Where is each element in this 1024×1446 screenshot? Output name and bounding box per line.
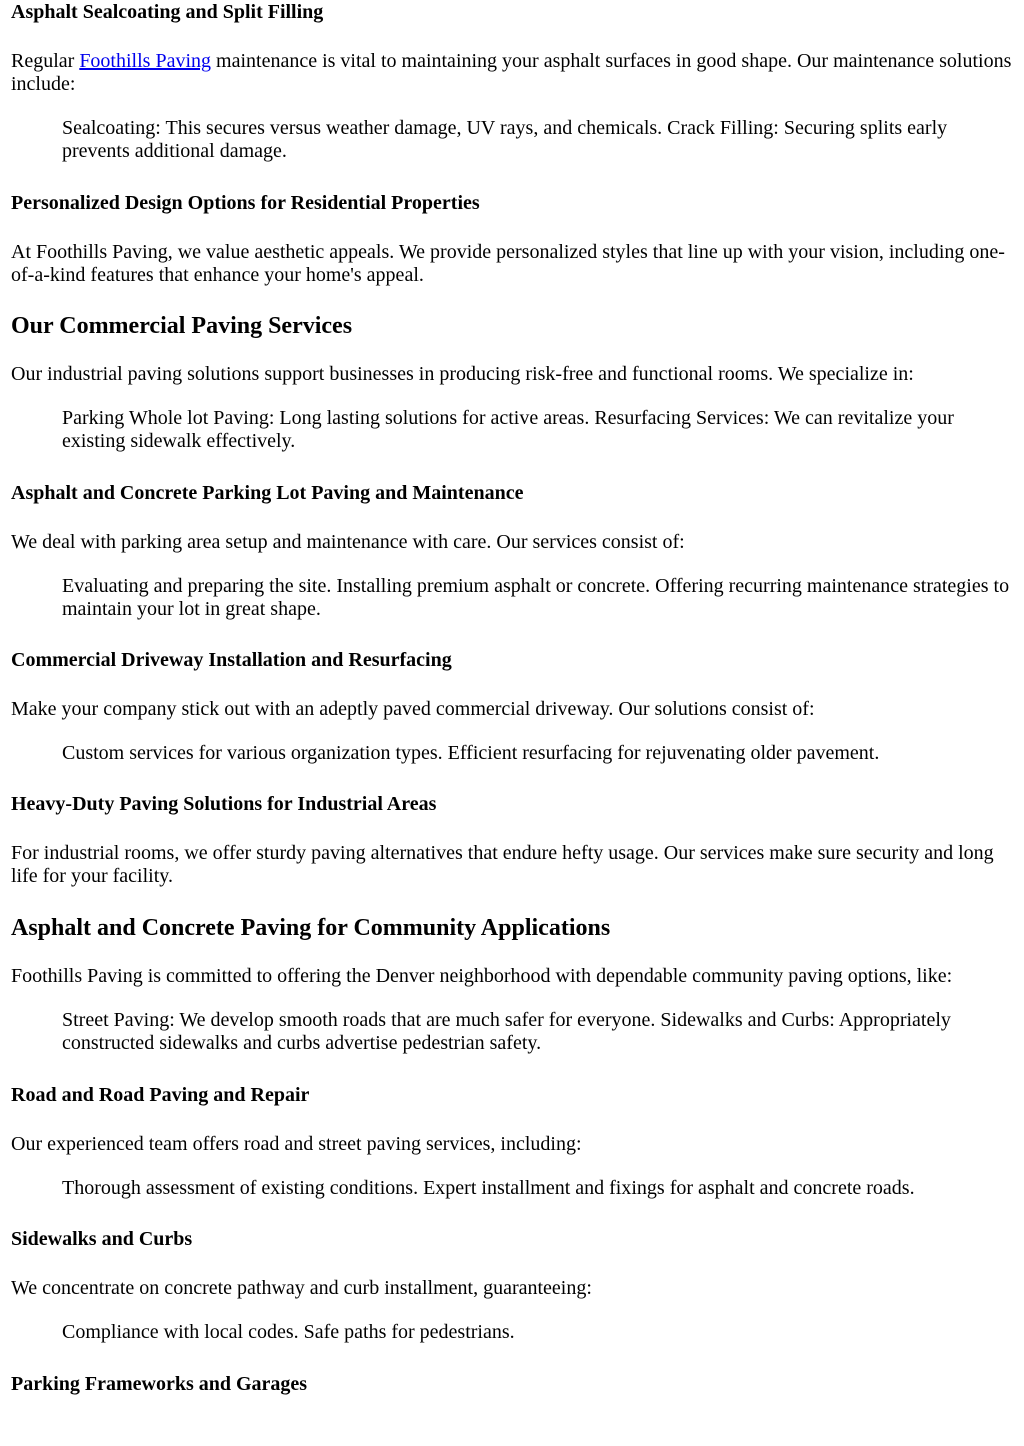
paragraph-maintenance-rest: maintenance is vital to maintaining your asphalt surfaces in good shape. Our maintenance solutions include:: [11, 50, 1012, 95]
heading-industrial: Heavy-Duty Paving Solutions for Industrial Areas: [11, 793, 437, 815]
quote-road: Thorough assessment of existing conditions. Expert installment and fixings for asphalt and concrete roads.: [62, 1177, 915, 1199]
quote-maintenance: Sealcoating: This secures versus weather damage, UV rays, and chemicals. Crack Filling: Securing splits early prevents additional damage.: [62, 117, 948, 162]
heading-road: Road and Road Paving and Repair: [11, 1084, 310, 1106]
section-heading-commercial: Our Commercial Paving Services: [11, 313, 353, 339]
quote-commercial-driveway: Custom services for various organization types. Efficient resurfacing for rejuvenating older pavement.: [62, 742, 880, 764]
heading-residential-design: Personalized Design Options for Residential Properties: [11, 192, 480, 214]
paragraph-road: Our experienced team offers road and street paving services, including:: [11, 1133, 582, 1155]
quote-sidewalks: Compliance with local codes. Safe paths for pedestrians.: [62, 1321, 515, 1343]
paragraph-parking-lot: We deal with parking area setup and maintenance with care. Our services consist of:: [11, 531, 685, 553]
quote-community: Street Paving: We develop smooth roads that are much safer for everyone. Sidewalks and Curbs: Appropriately constructed sidewalks and curbs advertise pedestrian safety.: [62, 1009, 951, 1054]
heading-parking-frameworks: Parking Frameworks and Garages: [11, 1373, 308, 1395]
paragraph-industrial: For industrial rooms, we offer sturdy paving alternatives that endure hefty usage. Our services make sure security and long life for your facility.: [11, 842, 994, 887]
section-heading-community: Asphalt and Concrete Paving for Community Applications: [11, 915, 611, 941]
paragraph-residential-design: At Foothills Paving, we value aesthetic appeals. We provide personalized styles that line up with your vision, including one-of-a-kind features that enhance your home's appeal.: [11, 241, 1005, 286]
paragraph-sidewalks: We concentrate on concrete pathway and curb installment, guaranteeing:: [11, 1277, 592, 1299]
paragraph-maintenance-lead: Regular: [11, 50, 80, 72]
paragraph-community: Foothills Paving is committed to offering the Denver neighborhood with dependable community paving options, like:: [11, 965, 953, 987]
paragraph-maintenance: [11, 50, 1014, 96]
heading-sealcoating: Asphalt Sealcoating and Split Filling: [11, 1, 324, 23]
heading-parking-lot: Asphalt and Concrete Parking Lot Paving and Maintenance: [11, 482, 524, 504]
foothills-paving-link[interactable]: Foothills Paving: [79, 50, 212, 72]
quote-commercial: Parking Whole lot Paving: Long lasting solutions for active areas. Resurfacing Services: We can revitalize your existing sidewalk effectively.: [62, 407, 954, 452]
paragraph-commercial-driveway: Make your company stick out with an adeptly paved commercial driveway. Our solutions consist of:: [11, 698, 815, 720]
heading-sidewalks: Sidewalks and Curbs: [11, 1228, 193, 1250]
quote-parking-lot: Evaluating and preparing the site. Installing premium asphalt or concrete. Offering recurring maintenance strategies to maintain your lot in great shape.: [62, 575, 1010, 620]
paragraph-commercial: Our industrial paving solutions support businesses in producing risk-free and functional rooms. We specialize in:: [11, 363, 914, 385]
heading-commercial-driveway: Commercial Driveway Installation and Resurfacing: [11, 649, 452, 671]
